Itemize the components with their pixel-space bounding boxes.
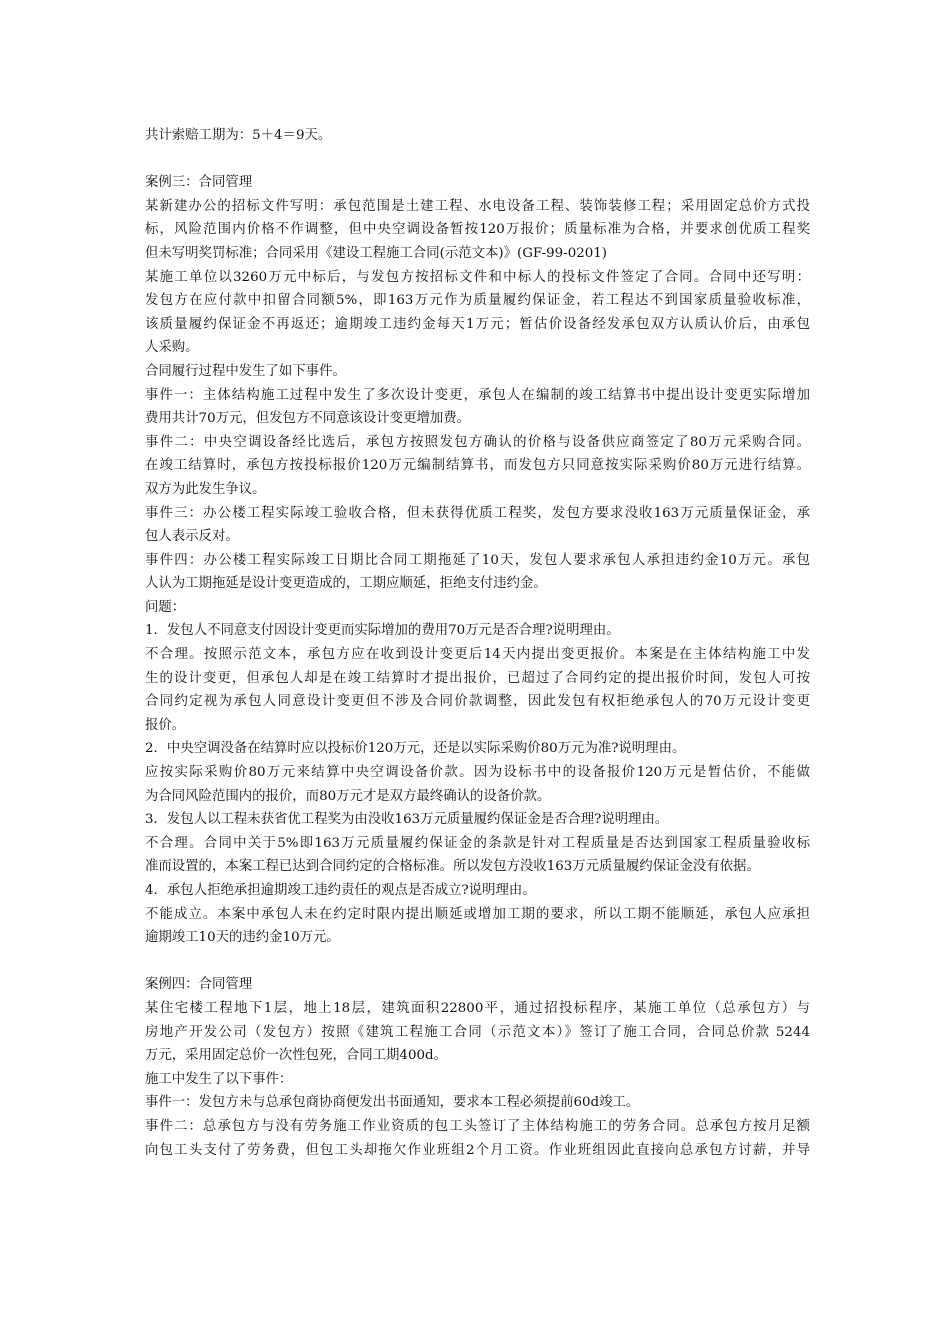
text-line: 事件一：发包方未与总承包商协商便发出书面通知，要求本工程必须提前60d竣工。: [145, 1095, 640, 1111]
text-line: 事件一：主体结构施工过程中发生了多次设计变更，承包人在编制的竣工结算书中提出设计变更实际增加: [145, 387, 810, 403]
text-line: 某施工单位以3260万元中标后，与发包方按招标文件和中标人的投标文件签定了合同。合同中还写明：: [145, 269, 810, 285]
answer-line: 不合理。按照示范文本，承包方应在收到设计变更后14天内提出变更报价。本案是在主体结构施工中发: [145, 647, 810, 663]
question-4: 4．承包人拒绝承担逾期竣工违约责任的观点是否成立?说明理由。: [145, 883, 536, 898]
question-2: 2．中央空调没备在结算时应以投标价120万元，还是以实际采购价80万元为准?说明理由。: [145, 741, 686, 757]
answer-line: 逾期竣工10天的违约金10万元。: [145, 930, 340, 946]
answer-line: 为合同风险范围内的报价，而80万元才是双方最终确认的设备价款。: [145, 788, 551, 804]
answer-line: 准而设置的，本案工程已达到合同约定的合格标准。所以发包方没收163万元质量履约保证金没有依据。: [145, 859, 760, 875]
text-line: 人认为工期拖延是设计变更造成的，工期应顺延，拒绝支付违约金。: [145, 576, 547, 592]
text-line: 某新建办公的招标文件写明：承包范围是土建工程、水电设备工程、装饰装修工程；采用固定总价方式投: [145, 198, 810, 214]
text-line: 事件二：中央空调设备经比选后，承包方按照发包方确认的价格与设备供应商签定了80万元采购合同。: [145, 434, 810, 450]
text-line: 发包方在应付款中扣留合同额5%，即163万元作为质量履约保证金，若工程达不到国家质量验收标准，: [145, 293, 810, 309]
text-line: 房地产开发公司（发包方）按照《建筑工程施工合同（示范文本）》签订了施工合同，合同总价款 5244: [145, 1024, 810, 1040]
text-line: 标，风险范围内价格不作调整，但中央空调设备暂按120万报价；质量标准为合格，并要求创优质工程奖: [145, 222, 810, 238]
text-line: 合同履行过程中发生了如下事件。: [145, 363, 346, 379]
text-line: 向包工头支付了劳务费，但包工头却拖欠作业班组2个月工资。作业班组因此直接向总承包方讨薪，并导: [145, 1142, 810, 1158]
text-line: 费用共计70万元，但发包方不同意该设计变更增加费。: [145, 411, 471, 427]
questions-heading: 问题：: [145, 599, 186, 615]
text-line: 万元，采用固定总价一次性包死，合同工期400d。: [145, 1048, 447, 1064]
answer-line: 报价。: [145, 717, 186, 733]
document-body: [145, 124, 810, 1162]
blank-line: [145, 148, 810, 172]
answer-line: 不合理。合同中关于5%即163万元质量履约保证金的条款是针对工程质量是否达到国家工程质量验收标: [145, 835, 810, 851]
text-line: 双方为此发生争议。: [145, 481, 266, 497]
text-line: 该质量履约保证金不再返还；逾期竣工违约金每天1万元；暂估价设备经发承包双方认质认价后，由承包: [145, 316, 810, 332]
text-line: 包人表示反对。: [145, 529, 239, 545]
question-3: 3．发包人以工程未获省优工程奖为由没收163万元质量履约保证金是否合理?说明理由。: [145, 812, 669, 828]
section-heading: 案例三：合同管理: [145, 175, 253, 191]
answer-line: 生的设计变更，但承包人却是在竣工结算时才提出报价，已超过了合同约定的提出报价时间，发包人可按: [145, 670, 810, 686]
answer-line: 应按实际采购价80万元来结算中央空调设备价款。因为设标书中的设备报价120万元是暂估价，不能做: [145, 765, 810, 781]
text-line: 事件二：总承包方与没有劳务施工作业资质的包工头签订了主体结构施工的劳务合同。总承包方按月足额: [145, 1118, 810, 1134]
answer-line: 不能成立。本案中承包人未在约定时限内提出顺延或增加工期的要求，所以工期不能顺延，承包人应承担: [145, 906, 810, 922]
text-line: 在竣工结算时，承包方按投标报价120万元编制结算书，而发包方只同意按实际采购价80万元进行结算。: [145, 458, 810, 474]
answer-line: 合同约定视为承包人同意设计变更但不涉及合同价款调整，因此发包有权拒绝承包人的70万元设计变更: [145, 694, 810, 710]
text-line: 共计索赔工期为：5＋4＝9天。: [145, 128, 332, 143]
text-line: 事件三：办公楼工程实际竣工验收合格，但未获得优质工程奖，发包方要求没收163万元质量保证金，承: [145, 505, 810, 521]
text-line: 施工中发生了以下事件：: [145, 1071, 293, 1087]
text-line: 人采购。: [145, 340, 199, 356]
question-1: 1．发包人不同意支付因设计变更而实际增加的费用70万元是否合理?说明理由。: [145, 623, 620, 639]
text-line: 事件四：办公楼工程实际竣工日期比合同工期拖延了10天，发包人要求承包人承担违约金10万元。承包: [145, 552, 810, 568]
blank-line: [145, 950, 810, 974]
text-line: 但未写明奖罚标准；合同采用《建设工程施工合同(示范文本)》(GF-99-0201): [145, 245, 607, 261]
text-line: 某住宅楼工程地下1层，地上18层，建筑面积22800平，通过招投标程序，某施工单位（总承包方）与: [145, 1000, 810, 1016]
section-heading: 案例四：合同管理: [145, 977, 253, 993]
